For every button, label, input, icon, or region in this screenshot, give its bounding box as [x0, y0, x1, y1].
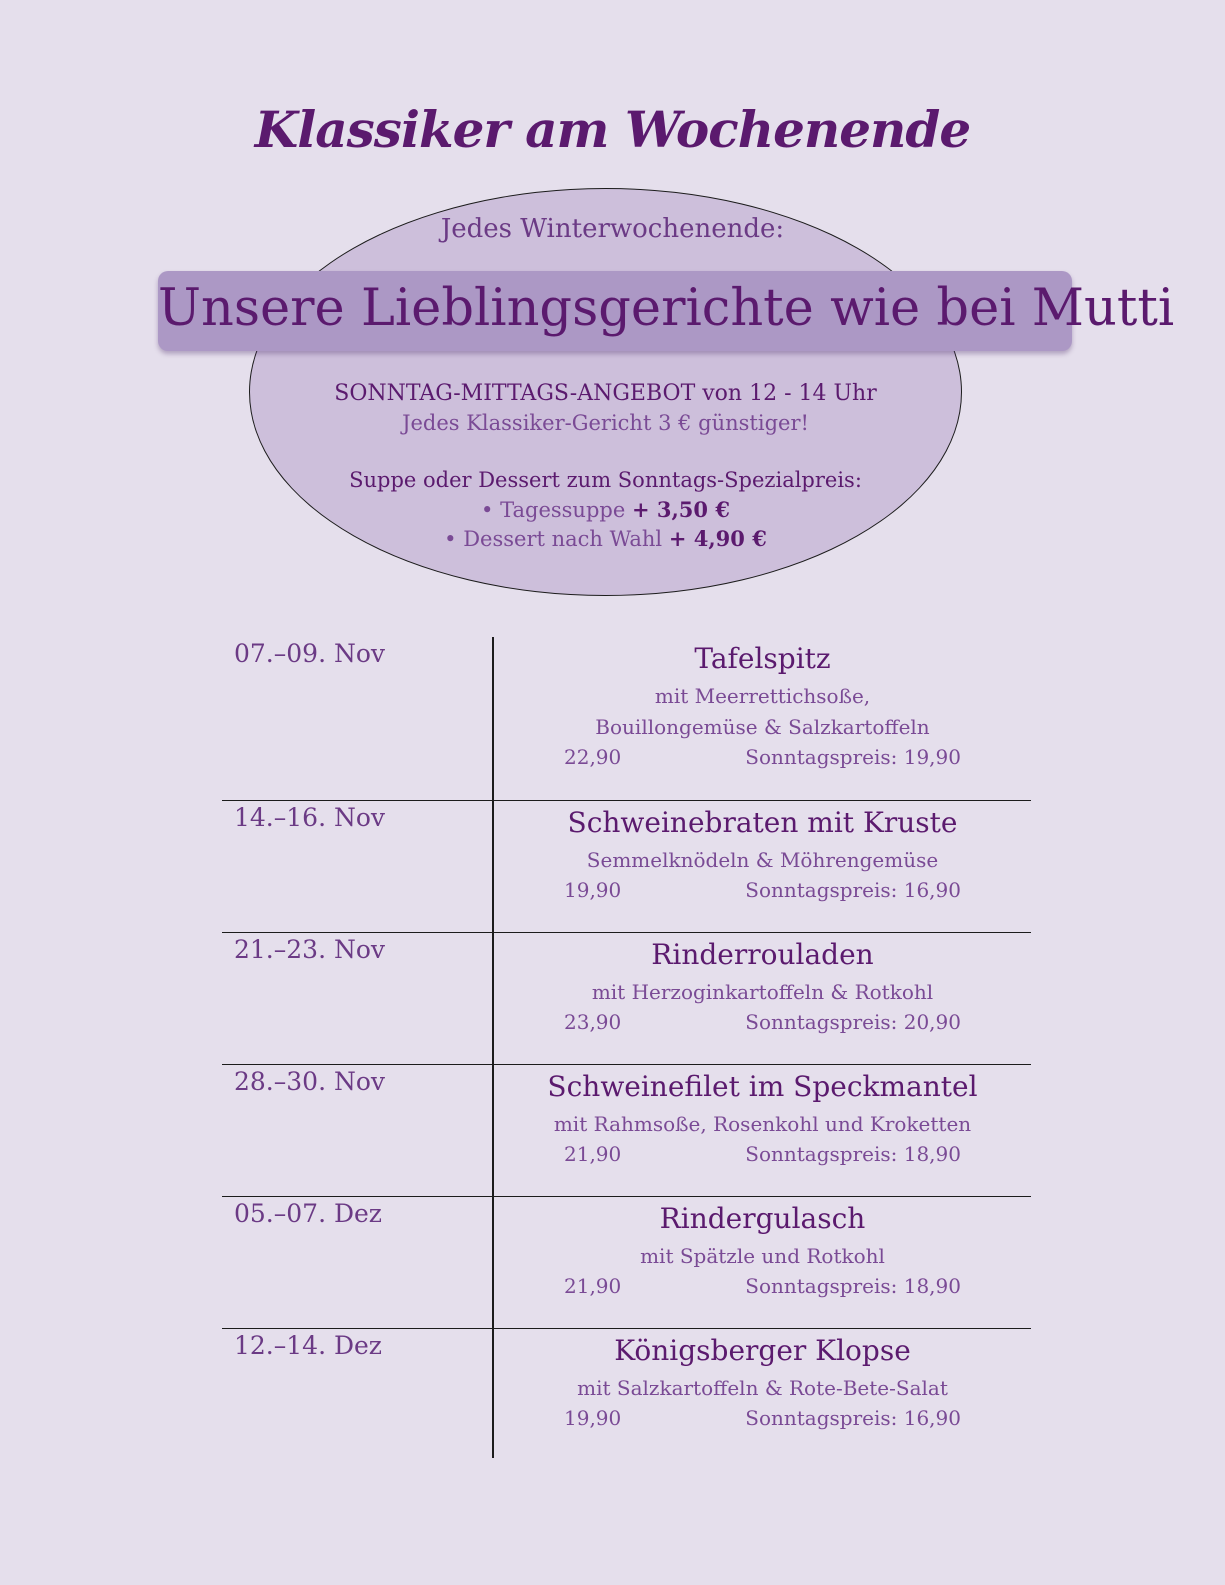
menu-row — [222, 933, 1031, 1065]
dish-description — [494, 977, 1031, 1008]
dish-description — [494, 1241, 1031, 1272]
dish-cell — [494, 1329, 1031, 1438]
dish-description — [494, 845, 1031, 876]
dish-prices — [494, 1010, 1031, 1042]
dish-prices — [494, 1406, 1031, 1438]
dish-price: 19,90 — [564, 1406, 622, 1430]
offer-item-price: + 4,90 € — [668, 526, 767, 551]
dish-price: 22,90 — [564, 745, 622, 769]
dish-prices — [494, 878, 1031, 910]
page-title: Klassiker am Wochenende — [254, 100, 971, 159]
dish-name: Schweinebraten mit Kruste — [567, 806, 958, 839]
menu-date: 12.–14. Dez — [234, 1331, 382, 1360]
dish-prices — [494, 1274, 1031, 1306]
offer-item-price: + 3,50 € — [631, 497, 730, 522]
dish-price: 21,90 — [564, 1142, 622, 1166]
dish-name: Tafelspitz — [694, 642, 831, 675]
dish-description-line: Semmelknödeln & Möhrengemüse — [586, 848, 939, 872]
dish-price: 19,90 — [564, 878, 622, 902]
offer-item-dessert — [249, 526, 962, 551]
dish-cell — [494, 1065, 1031, 1174]
dish-name: Rindergulasch — [659, 1202, 866, 1235]
dish-description — [494, 1109, 1031, 1140]
dish-price: 21,90 — [564, 1274, 622, 1298]
dish-description-line: mit Herzoginkartoffeln & Rotkohl — [591, 980, 934, 1004]
dish-sunday-price: Sonntagspreis: 16,90 — [745, 1406, 961, 1430]
dish-name: Rinderrouladen — [651, 938, 874, 971]
offer-special-heading: Suppe oder Dessert zum Sonntags-Spezialpreis: — [349, 468, 862, 492]
dish-description — [494, 681, 1031, 743]
dish-description-line: Bouillongemüse & Salzkartoffeln — [595, 715, 930, 739]
dish-description-line: mit Salzkartoffeln & Rote-Bete-Salat — [577, 1376, 948, 1400]
dish-cell — [494, 1197, 1031, 1306]
offer-item-label: • Dessert nach Wahl — [444, 527, 663, 551]
dish-sunday-price: Sonntagspreis: 18,90 — [745, 1142, 961, 1166]
dish-prices — [494, 1142, 1031, 1174]
menu-row — [222, 1329, 1031, 1460]
dish-sunday-price: Sonntagspreis: 16,90 — [745, 878, 961, 902]
dish-cell — [494, 801, 1031, 910]
menu-row — [222, 637, 1031, 801]
dish-prices — [494, 745, 1031, 777]
dish-sunday-price: Sonntagspreis: 19,90 — [745, 745, 961, 769]
subtitle: Jedes Winterwochenende: — [440, 214, 785, 244]
menu-row — [222, 1065, 1031, 1197]
menu-table — [222, 637, 1031, 1460]
dish-price: 23,90 — [564, 1010, 622, 1034]
dish-description-line: mit Rahmsoße, Rosenkohl und Kroketten — [553, 1112, 972, 1136]
banner-headline: Unsere Lieblingsgerichte wie bei Mutti — [158, 279, 1175, 338]
dish-sunday-price: Sonntagspreis: 18,90 — [745, 1274, 961, 1298]
menu-date: 05.–07. Dez — [234, 1199, 382, 1228]
dish-cell — [494, 637, 1031, 777]
dish-cell — [494, 933, 1031, 1042]
menu-row — [222, 801, 1031, 933]
dish-name: Schweinefilet im Speckmantel — [547, 1070, 978, 1103]
offer-item-soup — [249, 497, 962, 522]
dish-description — [494, 1373, 1031, 1404]
menu-date: 14.–16. Nov — [234, 803, 386, 832]
offer-title: SONNTAG-MITTAGS-ANGEBOT von 12 - 14 Uhr — [334, 381, 877, 406]
menu-date: 28.–30. Nov — [234, 1067, 386, 1096]
offer-discount: Jedes Klassiker-Gericht 3 € günstiger! — [402, 411, 809, 435]
menu-row — [222, 1197, 1031, 1329]
dish-description-line: mit Meerrettichsoße, — [654, 684, 871, 708]
dish-name: Königsberger Klopse — [614, 1334, 911, 1367]
menu-date: 21.–23. Nov — [234, 935, 386, 964]
menu-date: 07.–09. Nov — [234, 639, 386, 668]
dish-sunday-price: Sonntagspreis: 20,90 — [745, 1010, 961, 1034]
dish-description-line: mit Spätzle und Rotkohl — [640, 1244, 885, 1268]
offer-item-label: • Tagessuppe — [481, 498, 626, 522]
